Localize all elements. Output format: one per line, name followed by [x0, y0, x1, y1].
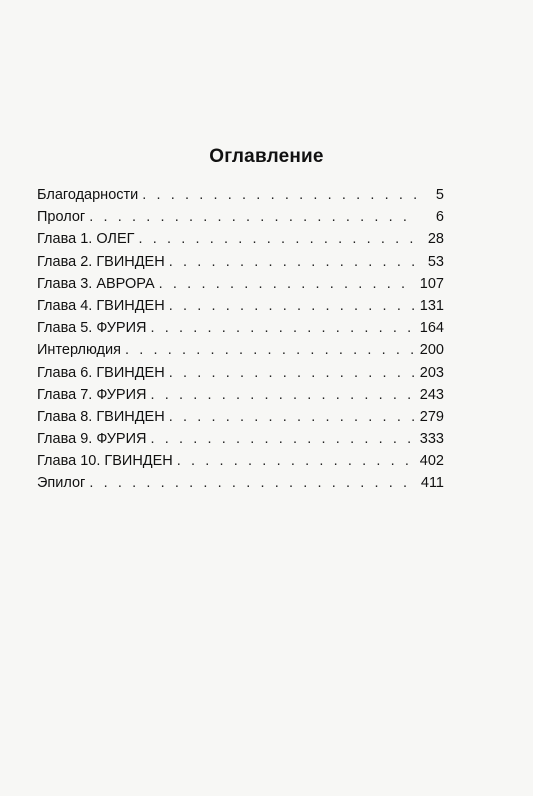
toc-entry[interactable] [37, 276, 444, 298]
toc-entry-page: 279 [419, 408, 444, 425]
toc-entry[interactable] [37, 231, 444, 253]
toc-entry-title: Благодарности [37, 187, 139, 203]
toc-entry-title: Глава 2. ГВИНДЕН [37, 253, 165, 270]
toc-entry[interactable] [37, 453, 444, 475]
toc-entry[interactable] [37, 209, 444, 231]
toc-entry-title: Интерлюдия [37, 342, 121, 359]
toc-entry-title: Глава 4. ГВИНДЕН [37, 297, 165, 314]
toc-entry-page: 164 [419, 320, 444, 337]
dot-leader [169, 298, 416, 314]
toc-entry-page: 6 [435, 209, 444, 226]
dot-leader [159, 276, 416, 292]
toc-entry[interactable] [37, 187, 444, 209]
toc-entry-page: 200 [419, 342, 444, 359]
dot-leader [150, 431, 416, 447]
toc-entry-title: Глава 9. ФУРИЯ [37, 431, 147, 448]
toc-entry[interactable] [37, 254, 444, 276]
toc-entry-page: 107 [419, 275, 444, 292]
toc-entry[interactable] [37, 298, 444, 320]
dot-leader [177, 453, 416, 469]
toc-entry-page: 28 [427, 231, 444, 248]
toc-entry[interactable] [37, 320, 444, 342]
dot-leader [89, 475, 416, 491]
dot-leader [150, 387, 416, 403]
toc-entry-page: 53 [427, 253, 444, 270]
toc-entry[interactable] [37, 365, 444, 387]
dot-leader [150, 320, 416, 336]
toc-entry-title: Глава 8. ГВИНДЕН [37, 408, 165, 425]
dot-leader [142, 187, 416, 203]
toc-entry-page: 243 [419, 386, 444, 403]
toc-entry-page: 333 [419, 431, 444, 448]
dot-leader [169, 365, 416, 381]
toc-entry-title: Глава 5. ФУРИЯ [37, 320, 147, 337]
toc-entry-page: 203 [419, 364, 444, 381]
toc-entry-title: Глава 7. ФУРИЯ [37, 386, 147, 403]
dot-leader [89, 209, 416, 225]
toc-entry-title: Глава 1. ОЛЕГ [37, 231, 135, 248]
toc-entry-title: Глава 6. ГВИНДЕН [37, 364, 165, 381]
toc-entry[interactable] [37, 431, 444, 453]
page-title: Оглавление [209, 146, 324, 167]
toc-entry-page: 5 [435, 187, 444, 203]
dot-leader [138, 231, 416, 247]
toc-entry[interactable] [37, 342, 444, 364]
toc-entry-title: Глава 10. ГВИНДЕН [37, 453, 173, 470]
dot-leader [169, 409, 416, 425]
dot-leader [169, 254, 416, 270]
dot-leader [125, 342, 416, 358]
toc-entry-title: Эпилог [37, 475, 86, 492]
table-of-contents [37, 187, 444, 498]
toc-entry-page: 402 [419, 453, 444, 470]
toc-entry[interactable] [37, 409, 444, 431]
toc-entry[interactable] [37, 387, 444, 409]
toc-entry-page: 411 [420, 475, 444, 492]
toc-entry-title: Глава 3. АВРОРА [37, 275, 155, 292]
toc-entry[interactable] [37, 475, 444, 497]
toc-entry-title: Пролог [37, 209, 86, 226]
toc-entry-page: 131 [419, 297, 444, 314]
